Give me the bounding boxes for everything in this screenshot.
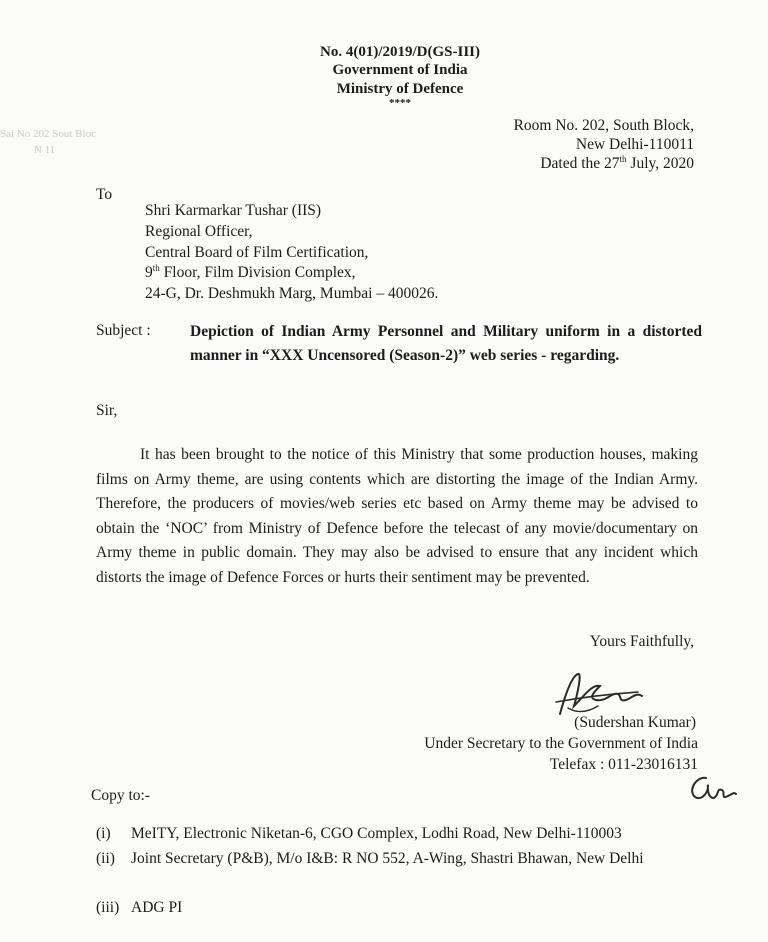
subject-text: Depiction of Indian Army Personnel and Military uniform in a distorted manner in “XXX Uncensored (Season-2)” web series - regarding. <box>190 323 702 364</box>
date-suffix: July, 2020 <box>626 155 694 172</box>
body-paragraph: It has been brought to the notice of this Ministry that some production houses, making films on Army theme, are using contents which are distorting the image of the Indian Army. Therefore, the producers of movies/web series etc based on Army theme may be advised to obtain the ‘NOC’ from Ministry of Defence before the telecast of any movie/documentary on Army theme in public domain. They may also be advised to ensure that any incident which distorts the image of Defence Forces or hurts their sentiment may be prevented. <box>96 446 698 586</box>
bleed-through-line: Sai No 202 Sout Bloc <box>0 128 96 140</box>
copy-item-text: MeITY, Electronic Niketan-6, CGO Complex, Lodhi Road, New Delhi-110003 <box>131 825 622 842</box>
copy-item <box>96 848 671 870</box>
copy-item-text: ADG PI <box>131 899 183 916</box>
floor-number: 9 <box>145 264 153 281</box>
signature-image <box>548 662 698 722</box>
copy-to-label: Copy to:- <box>91 787 150 804</box>
recipient-organisation: Central Board of Film Certification, <box>145 244 369 261</box>
city-address: New Delhi-110011 <box>575 136 694 153</box>
bleed-through-line: N 11 <box>34 144 56 156</box>
copy-item <box>96 897 706 919</box>
signatory-name: (Sudershan Kumar) <box>574 714 696 731</box>
recipient-floor <box>145 264 356 282</box>
bleed-through-text <box>0 126 96 158</box>
ministry-name: Ministry of Defence <box>336 81 464 97</box>
signatory-telefax: Telefax : 011-23016131 <box>549 756 698 773</box>
letter-date <box>540 155 694 173</box>
copy-item-text: Joint Secretary (P&B), M/o I&B: R NO 552, A-Wing, Shastri Bhawan, New Delhi <box>131 850 644 867</box>
recipient-designation: Regional Officer, <box>145 223 253 240</box>
file-number: No. 4(01)/2019/D(GS-III) <box>320 44 480 60</box>
salutation: Sir, <box>96 402 118 419</box>
floor-sup: th <box>152 262 160 273</box>
recipient-name: Shri Karmarkar Tushar (IIS) <box>145 202 322 219</box>
copy-item <box>96 823 706 845</box>
date-sup: th <box>619 153 627 164</box>
initials-mark <box>684 772 738 808</box>
copy-item-number: (iii) <box>96 899 120 916</box>
date-prefix: Dated the 27 <box>540 155 620 172</box>
copy-item-number: (i) <box>96 825 111 842</box>
to-label: To <box>96 186 113 203</box>
recipient-street: 24-G, Dr. Deshmukh Marg, Mumbai – 400026. <box>145 285 439 302</box>
room-address: Room No. 202, South Block, <box>513 117 694 134</box>
subject-label: Subject : <box>96 322 151 339</box>
signatory-title: Under Secretary to the Government of India <box>424 735 698 752</box>
header-stars: **** <box>389 97 411 109</box>
floor-rest: Floor, Film Division Complex, <box>159 264 356 281</box>
government-name: Government of India <box>332 62 468 78</box>
copy-item-number: (ii) <box>96 850 115 867</box>
closing: Yours Faithfully, <box>589 633 694 650</box>
